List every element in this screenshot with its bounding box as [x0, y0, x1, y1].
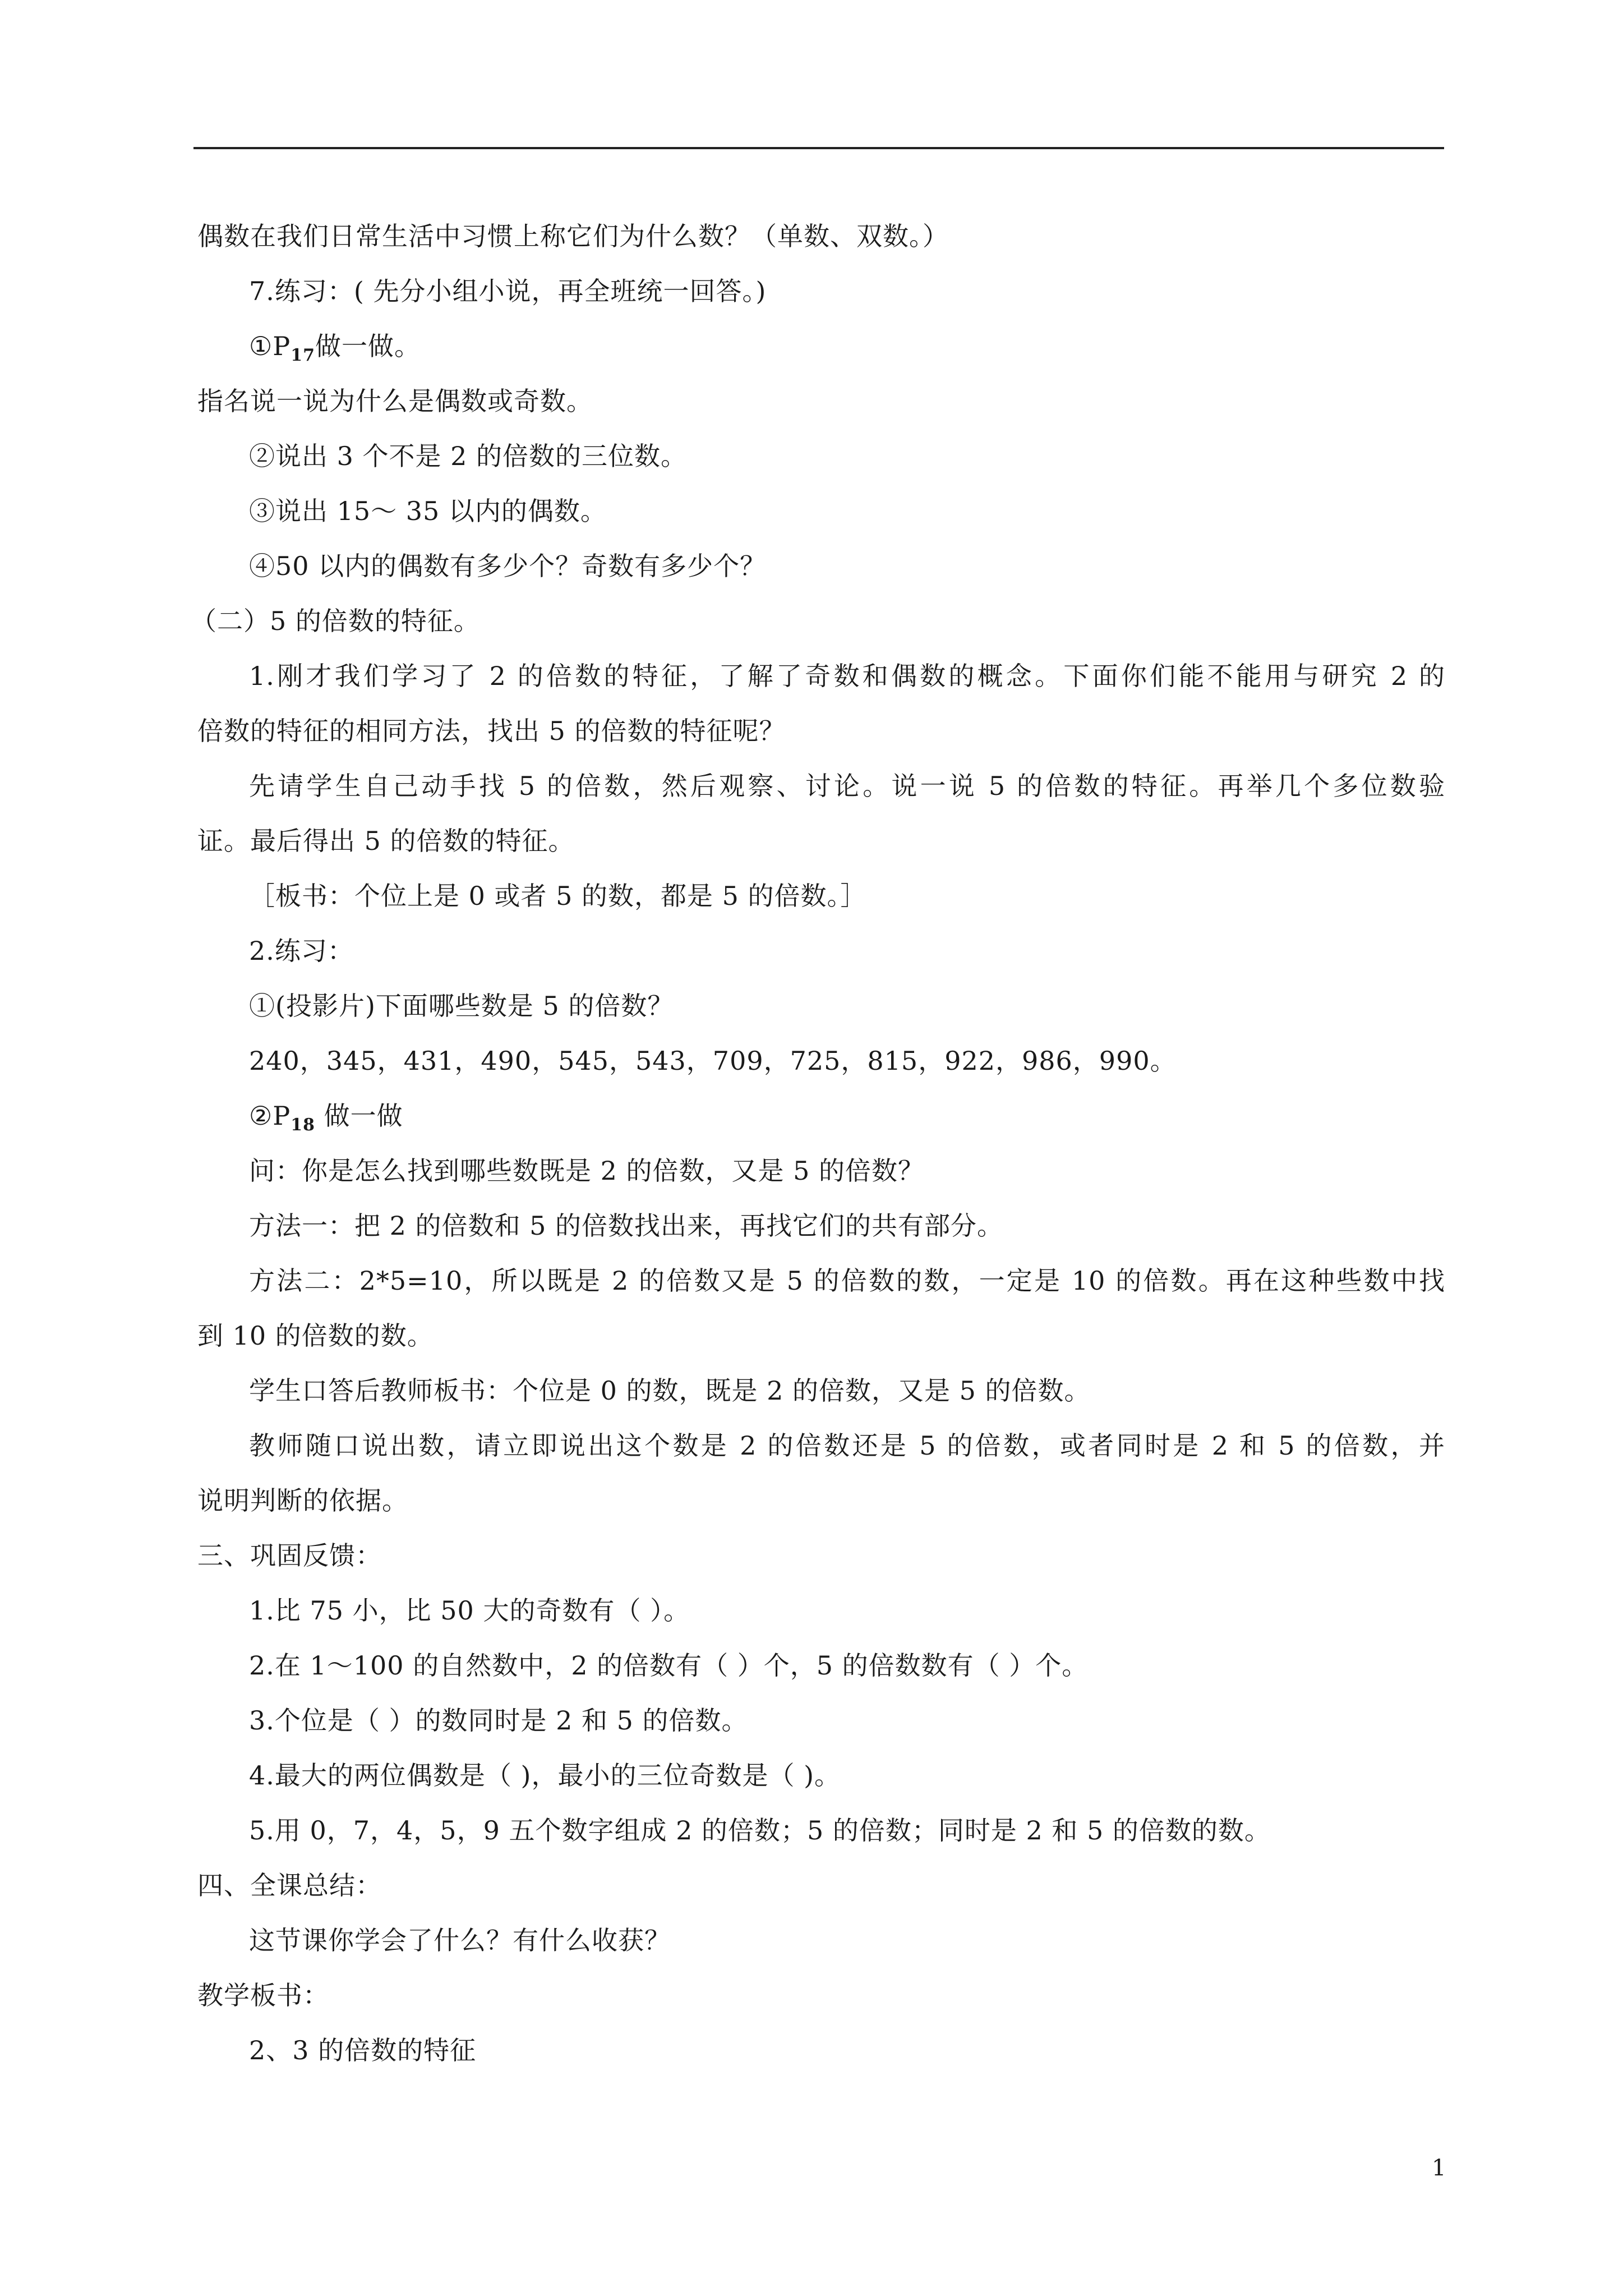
header-rule [193, 147, 1444, 149]
text-line: ①(投影片)下面哪些数是 5 的倍数？ [249, 991, 674, 1021]
text-prefix: ②P [249, 1101, 291, 1131]
text-line: 3.个位是（ ）的数同时是 2 和 5 的倍数。 [249, 1705, 748, 1736]
text-line: 2、3 的倍数的特征 [249, 2035, 477, 2065]
text-line: 教学板书： [197, 1980, 329, 2010]
text-line: 240，345，431，490，545，543，709，725，815，922，986，990。 [249, 1046, 1177, 1076]
text-line: 方法一：把 2 的倍数和 5 的倍数找出来，再找它们的共有部分。 [249, 1211, 1004, 1241]
text-suffix: 做一做。 [315, 331, 421, 361]
text-line: 教师随口说出数，请立即说出这个数是 2 的倍数还是 5 的倍数，或者同时是 2 和 5 的倍数，并 [249, 1430, 1445, 1461]
text-line: 问：你是怎么找到哪些数既是 2 的倍数，又是 5 的倍数？ [249, 1156, 925, 1186]
text-line: ④50 以内的偶数有多少个？奇数有多少个？ [249, 551, 767, 581]
text-line: 倍数的特征的相同方法，找出 5 的倍数的特征呢？ [197, 716, 786, 746]
text-line: ②说出 3 个不是 2 的倍数的三位数。 [249, 441, 688, 471]
text-line: 2.练习： [249, 936, 354, 966]
text-line: 1.比 75 小，比 50 大的奇数有（ ）。 [249, 1595, 690, 1626]
text-line: 指名说一说为什么是偶数或奇数。 [197, 386, 593, 416]
text-line: 这节课你学会了什么？有什么收获？ [249, 1925, 671, 1955]
section-heading: 三、巩固反馈： [197, 1540, 382, 1571]
text-line: 方法二：2*5=10，所以既是 2 的倍数又是 5 的倍数的数，一定是 10 的倍数。再在这种些数中找 [249, 1266, 1445, 1296]
text-line: 说明判断的依据。 [197, 1485, 408, 1516]
text-line: 1.刚才我们学习了 2 的倍数的特征，了解了奇数和偶数的概念。下面你们能不能用与研究 2 的 [249, 661, 1445, 691]
text-line: 到 10 的倍数的数。 [197, 1320, 434, 1351]
text-line: 学生口答后教师板书：个位是 0 的数，既是 2 的倍数，又是 5 的倍数。 [249, 1375, 1091, 1406]
text-line [197, 319, 1445, 374]
text-line: 4.最大的两位偶数是（ )，最小的三位奇数是（ )。 [249, 1760, 841, 1791]
page-subscript: 17 [291, 346, 315, 365]
document-body [191, 209, 1445, 2078]
text-line: ［板书：个位上是 0 或者 5 的数，都是 5 的倍数。］ [249, 881, 867, 911]
text-line: ③说出 15～ 35 以内的偶数。 [249, 496, 607, 526]
text-line: 5.用 0，7，4，5，9 五个数字组成 2 的倍数；5 的倍数；同时是 2 和 5 的倍数的数。 [249, 1815, 1271, 1846]
section-heading: 四、全课总结： [197, 1870, 382, 1901]
page-subscript: 18 [291, 1115, 315, 1135]
section-heading: （二）5 的倍数的特征。 [191, 606, 480, 636]
text-line: 偶数在我们日常生活中习惯上称它们为什么数？（单数、双数。） [197, 221, 949, 251]
text-line: 7.练习：( 先分小组小说，再全班统一回答。) [249, 276, 767, 306]
text-prefix: ①P [249, 331, 291, 361]
text-line [197, 1088, 1445, 1143]
text-suffix: 做一做 [315, 1101, 403, 1131]
text-line: 2.在 1～100 的自然数中，2 的倍数有（ ）个，5 的倍数数有（ ）个。 [249, 1650, 1089, 1681]
text-line: 先请学生自己动手找 5 的倍数，然后观察、讨论。说一说 5 的倍数的特征。再举几个多位数验 [249, 771, 1445, 801]
page-number: 1 [1432, 2155, 1446, 2181]
text-line: 证。最后得出 5 的倍数的特征。 [197, 826, 575, 856]
